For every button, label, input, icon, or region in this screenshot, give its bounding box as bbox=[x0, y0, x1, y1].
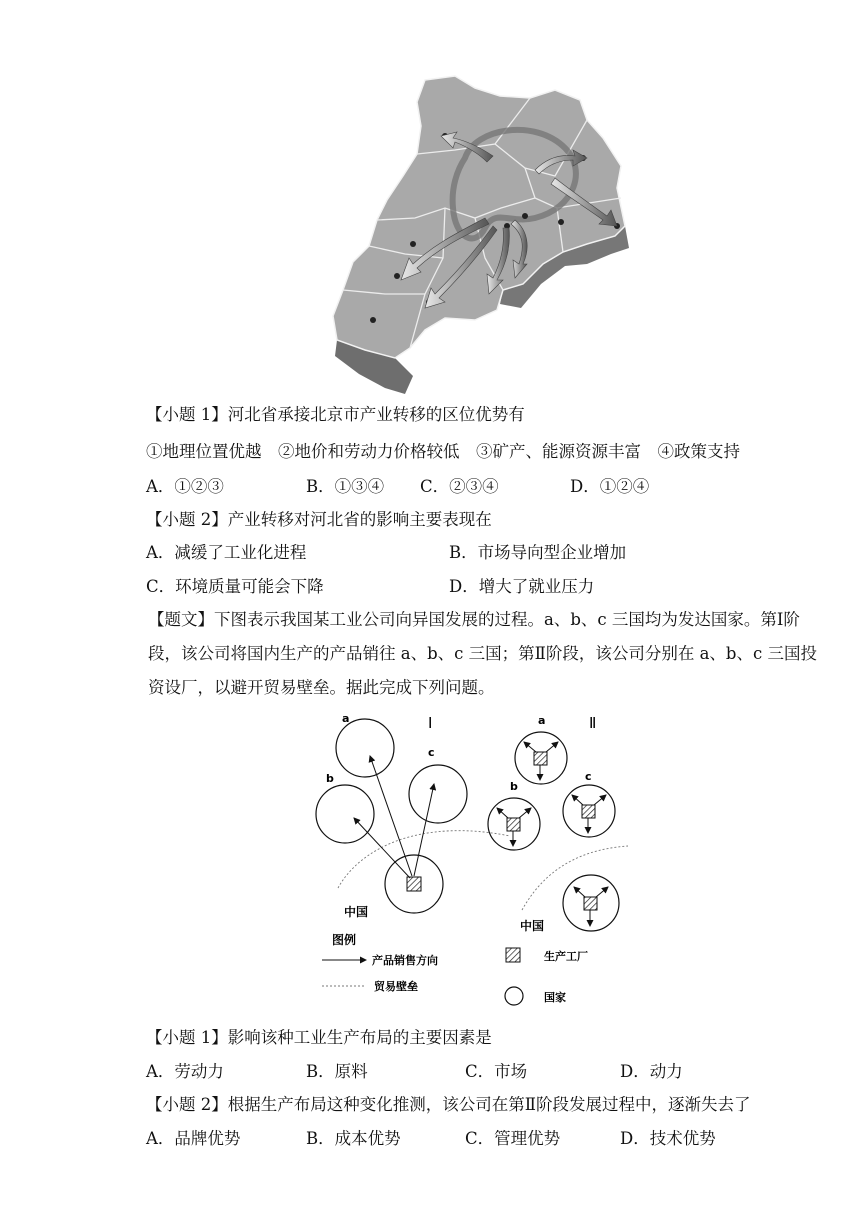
q3-option-a[interactable]: A．劳动力 bbox=[146, 1062, 224, 1081]
q4-option-d[interactable]: D．技术优势 bbox=[620, 1129, 716, 1148]
q2-stem: 【小题 2】产业转移对河北省的影响主要表现在 bbox=[146, 510, 492, 529]
q3-stem: 【小题 1】影响该种工业生产布局的主要因素是 bbox=[146, 1028, 492, 1047]
stage1-factory bbox=[407, 877, 421, 891]
q1-option-c[interactable]: C．②③④ bbox=[420, 477, 499, 496]
q3-option-d[interactable]: D．动力 bbox=[620, 1062, 683, 1081]
legend-country-label: 国家 bbox=[544, 991, 566, 1004]
q2-option-b[interactable]: B．市场导向型企业增加 bbox=[449, 543, 627, 562]
legend-title: 图例 bbox=[332, 933, 357, 947]
passage-text: 【题文】下图表示我国某工业公司向异国发展的过程。a、b、c 三国均为发达国家。第Ⅰ阶段，该公司将国内生产的产品销往 a、b、c 三国；第Ⅱ阶段，该公司分别在 a、b、c 三国投资设厂，以避开贸易壁垒。据此完成下列问题。 bbox=[148, 610, 817, 697]
stage-two-label: Ⅱ bbox=[589, 714, 597, 732]
stage1-country-a bbox=[336, 719, 394, 777]
legend-country-symbol bbox=[505, 987, 523, 1005]
legend-sales-label: 产品销售方向 bbox=[372, 954, 438, 967]
q1-statements: ①地理位置优越 ②地价和劳动力价格较低 ③矿产、能源资源丰富 ④政策支持 bbox=[146, 442, 740, 461]
stage2-country-b-label: b bbox=[510, 780, 518, 793]
q3-option-b[interactable]: B．原料 bbox=[306, 1062, 368, 1081]
q3-option-c[interactable]: C．市场 bbox=[465, 1062, 528, 1081]
stage2-country-c-label: c bbox=[585, 770, 592, 783]
stage2-country-a-label: a bbox=[538, 714, 546, 727]
stage2-china-label: 中国 bbox=[520, 919, 545, 933]
q4-stem: 【小题 2】根据生产布局这种变化推测，该公司在第Ⅱ阶段发展过程中，逐渐失去了 bbox=[146, 1095, 751, 1114]
hebei-map-figure bbox=[325, 58, 645, 398]
stage2-factory-a bbox=[534, 752, 547, 765]
q4-option-a[interactable]: A．品牌优势 bbox=[146, 1129, 241, 1148]
q4-option-c[interactable]: C．管理优势 bbox=[465, 1129, 561, 1148]
q1-stem: 【小题 1】河北省承接北京市产业转移的区位优势有 bbox=[146, 405, 525, 424]
q4-option-b[interactable]: B．成本优势 bbox=[306, 1129, 401, 1148]
legend-factory-symbol bbox=[506, 948, 520, 962]
q2-option-c[interactable]: C．环境质量可能会下降 bbox=[146, 577, 324, 596]
stage1-country-c bbox=[409, 765, 467, 823]
stage1-country-b bbox=[316, 785, 374, 843]
legend-factory-label: 生产工厂 bbox=[544, 950, 588, 963]
stage2-trade-barrier bbox=[522, 846, 628, 910]
stage1-country-b-label: b bbox=[326, 772, 334, 785]
q2-option-a[interactable]: A．减缓了工业化进程 bbox=[146, 543, 307, 562]
legend-barrier-label: 贸易壁垒 bbox=[374, 980, 418, 993]
q1-option-a[interactable]: A．①②③ bbox=[146, 477, 224, 496]
q1-option-b[interactable]: B．①③④ bbox=[306, 477, 385, 496]
industry-transfer-diagram bbox=[310, 708, 630, 1013]
stage1-country-a-label: a bbox=[342, 712, 350, 725]
stage2-factory-c bbox=[582, 805, 595, 818]
stage2-factory-china bbox=[584, 897, 597, 910]
stage1-country-c-label: c bbox=[428, 746, 435, 759]
q2-option-d[interactable]: D．增大了就业压力 bbox=[449, 577, 595, 596]
stage1-sales-arrows bbox=[354, 756, 434, 878]
stage1-trade-barrier bbox=[338, 831, 510, 888]
stage2-factory-b bbox=[507, 818, 520, 831]
q1-option-d[interactable]: D．①②④ bbox=[570, 477, 650, 496]
stage-one-label: Ⅰ bbox=[428, 714, 433, 732]
stage1-china-label: 中国 bbox=[344, 905, 369, 919]
